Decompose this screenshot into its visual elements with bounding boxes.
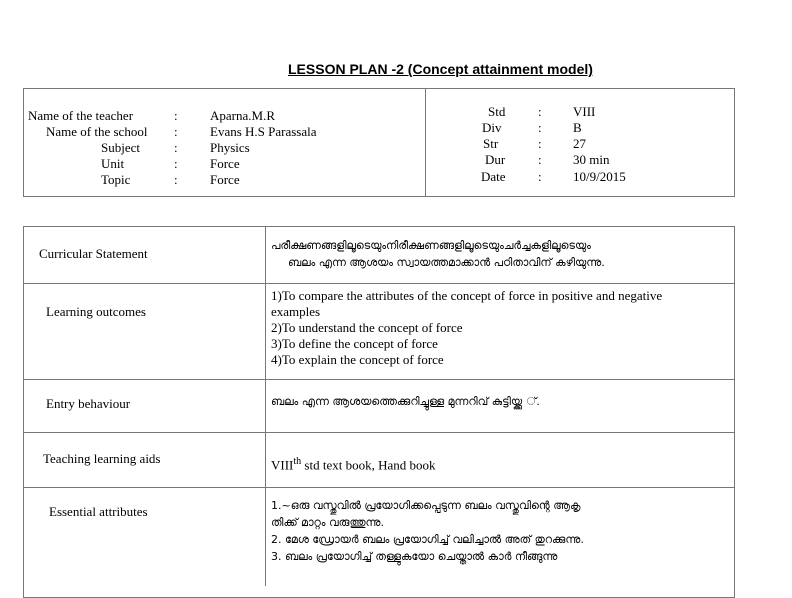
colon: : (174, 108, 178, 123)
dur-label: Dur (485, 152, 506, 167)
colon: : (538, 104, 542, 119)
colon: : (174, 172, 178, 187)
attribute-line: തിക്ക് മാറ്റം വരുത്തുന്നു. (271, 516, 384, 529)
curricular-label: Curricular Statement (39, 246, 148, 261)
outcome-line: 2)To understand the concept of force (271, 320, 463, 335)
attribute-line: 1.~ഒരു വസ്തുവിൽ പ്രയോഗിക്കപ്പെടുന്ന ബലം വസ്തുവിന്റെ ആകൃ (271, 499, 581, 512)
school-value: Evans H.S Parassala (210, 124, 317, 139)
colon: : (538, 169, 542, 184)
curricular-line: പരീക്ഷണങ്ങളിലൂടെയുംനിരീക്ഷണങ്ങളിലൂടെയുംചർച്ചകളിലൂടെയും (271, 239, 591, 252)
colon: : (538, 152, 542, 167)
colon: : (174, 140, 178, 155)
colon: : (538, 120, 542, 135)
date-value: 10/9/2015 (573, 169, 626, 184)
str-value: 27 (573, 136, 586, 151)
aids-sup: th (293, 456, 302, 467)
entry-label: Entry behaviour (46, 396, 131, 411)
div-label: Div (482, 120, 502, 135)
outcome-line: 1)To compare the attributes of the concept of force in positive and negative (271, 288, 663, 303)
topic-label: Topic (101, 172, 131, 187)
divider (265, 226, 266, 586)
outcomes-label: Learning outcomes (46, 304, 146, 319)
curricular-line: ബലം എന്ന ആശയം സ്വായത്തമാക്കാൻ പഠിതാവിന് കഴിയുന്നു. (288, 256, 605, 269)
outcome-line: 4)To explain the concept of force (271, 352, 444, 367)
attribute-line: 2. മേശ ഡ്രോയർ ബലം പ്രയോഗിച്ച് വലിച്ചാൽ അത് തുറക്കുന്നു. (271, 533, 584, 546)
outcome-line: 3)To define the concept of force (271, 336, 438, 351)
std-label: Std (488, 104, 506, 119)
colon: : (174, 156, 178, 171)
outcome-line: examples (271, 304, 321, 319)
divider (23, 283, 734, 284)
entry-text: ബലം എന്ന ആശയത്തെക്കുറിച്ചുള്ള മുന്നറിവ് കുട്ടിയ്ക്കു ്. (271, 395, 540, 408)
outcomes-list (271, 288, 662, 368)
teacher-value: Aparna.M.R (210, 108, 275, 123)
colon: : (174, 124, 178, 139)
page-title: LESSON PLAN -2 (Concept attainment model) (288, 61, 593, 77)
topic-value: Force (210, 172, 240, 187)
unit-value: Force (210, 156, 240, 171)
dur-value: 30 min (573, 152, 610, 167)
teacher-label: Name of the teacher (28, 108, 134, 123)
aids-prefix: VIII (271, 457, 294, 473)
date-label: Date (481, 169, 506, 184)
subject-value: Physics (210, 140, 250, 155)
attributes-label: Essential attributes (49, 504, 148, 519)
str-label: Str (483, 136, 499, 151)
school-label: Name of the school (46, 124, 148, 139)
unit-label: Unit (101, 156, 125, 171)
divider (23, 487, 734, 488)
colon: : (538, 136, 542, 151)
attribute-line: 3. ബലം പ്രയോഗിച്ച് തള്ളുകയോ ചെയ്താൽ കാർ നീങ്ങുന്നു (271, 550, 558, 563)
divider (425, 88, 426, 196)
std-value: VIII (573, 104, 596, 119)
aids-label: Teaching learning aids (43, 451, 161, 466)
divider (23, 379, 734, 380)
aids-suffix: std text book, Hand book (301, 457, 436, 473)
div-value: B (573, 120, 582, 135)
attributes-list (271, 497, 584, 565)
subject-label: Subject (101, 140, 140, 155)
aids-text (271, 456, 436, 473)
divider (23, 432, 734, 433)
